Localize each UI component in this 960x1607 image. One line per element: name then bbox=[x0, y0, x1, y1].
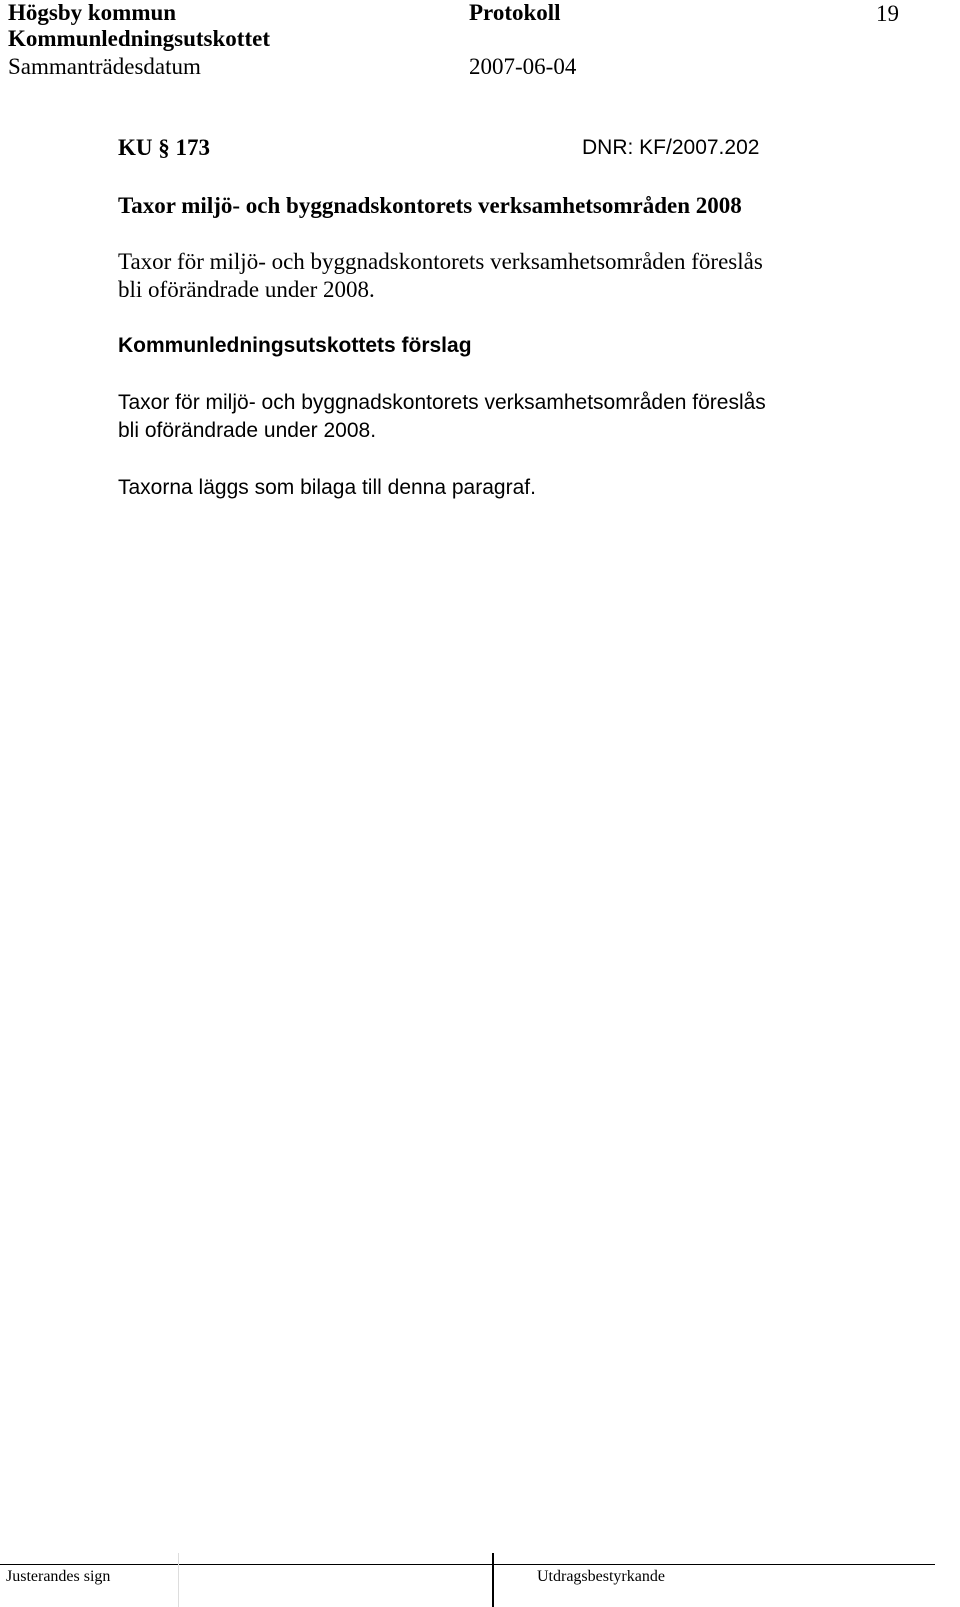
committee-name: Kommunledningsutskottet bbox=[8, 26, 270, 51]
meeting-date-label: Sammanträdesdatum bbox=[8, 54, 201, 79]
attachment-note: Taxorna läggs som bilaga till denna paragraf. bbox=[118, 476, 536, 499]
proposal-text-line-2: bli oförändrade under 2008. bbox=[118, 419, 377, 442]
footer-column-divider bbox=[492, 1553, 494, 1607]
page-number: 19 bbox=[876, 1, 899, 26]
proposal-text-line-1: Taxor för miljö- och byggnadskontorets verksamhetsområden föreslås bbox=[118, 391, 766, 414]
footer-divider bbox=[0, 1564, 935, 1565]
intro-text-line-2: bli oförändrade under 2008. bbox=[118, 277, 375, 302]
organization-name: Högsby kommun bbox=[8, 0, 177, 25]
footer-signature-box-divider bbox=[178, 1553, 179, 1607]
meeting-date: 2007-06-04 bbox=[469, 54, 577, 79]
intro-text-line-1: Taxor för miljö- och byggnadskontorets verksamhetsområden föreslås bbox=[118, 249, 763, 274]
paragraph-reference: KU § 173 bbox=[118, 135, 210, 160]
diary-number: DNR: KF/2007.202 bbox=[582, 136, 760, 159]
signature-label: Justerandes sign bbox=[6, 1568, 111, 1585]
proposal-heading: Kommunledningsutskottets förslag bbox=[118, 334, 472, 357]
section-title: Taxor miljö- och byggnadskontorets verksamhetsområden 2008 bbox=[118, 193, 742, 218]
document-type: Protokoll bbox=[469, 0, 561, 25]
certification-label: Utdragsbestyrkande bbox=[537, 1568, 665, 1585]
